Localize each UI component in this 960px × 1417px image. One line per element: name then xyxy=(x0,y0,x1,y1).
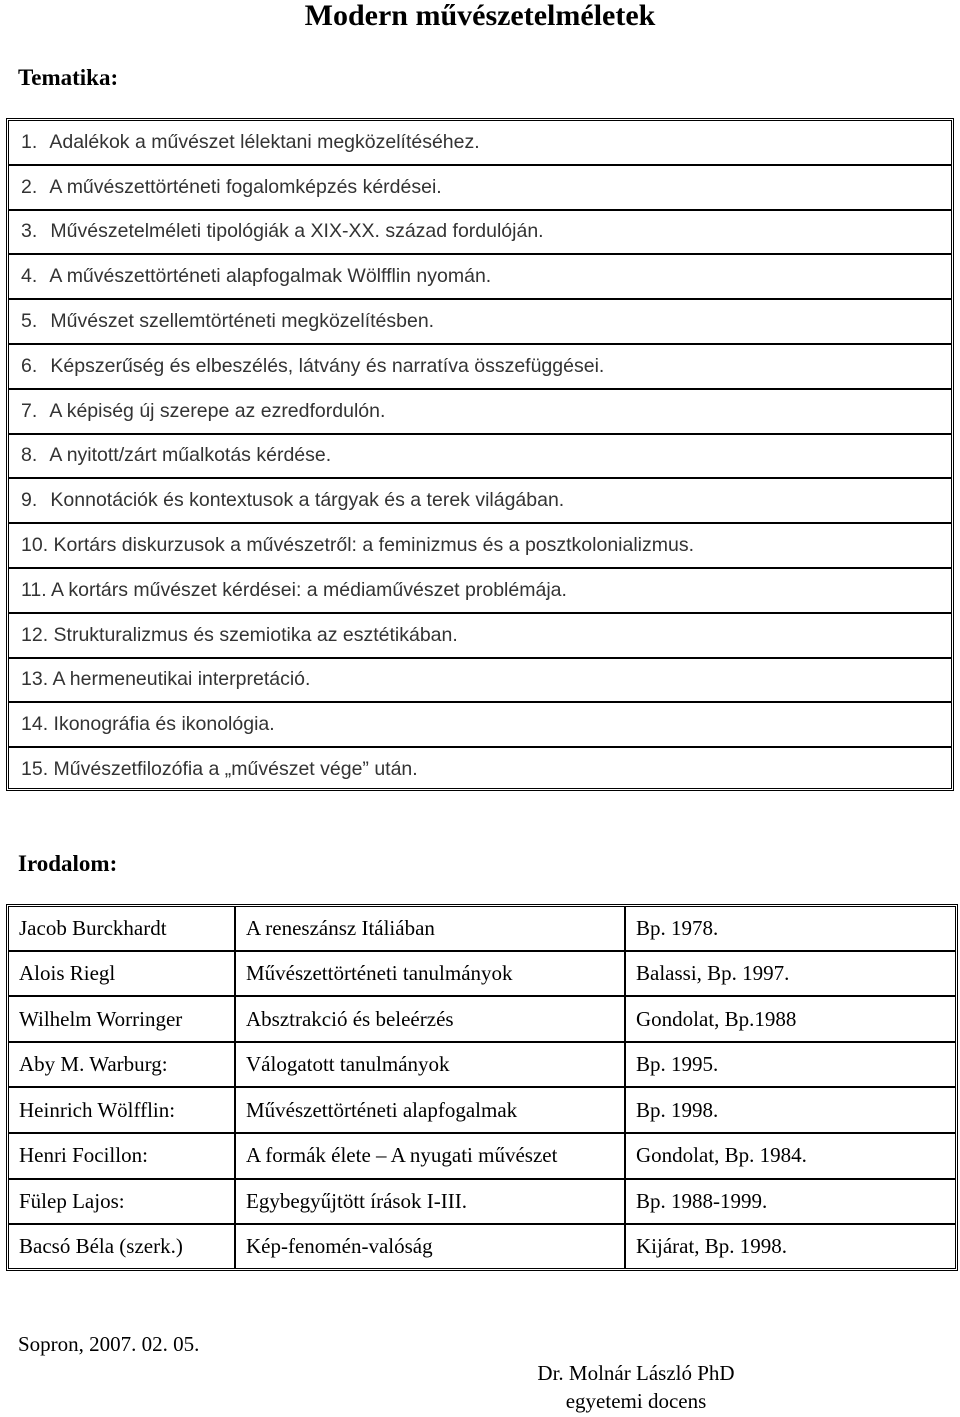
topic-number: 1. xyxy=(21,130,38,153)
topic-row xyxy=(9,389,951,434)
topic-cell xyxy=(9,523,951,568)
topic-number: 8. xyxy=(21,444,38,467)
literature-publisher: Gondolat, Bp. 1984. xyxy=(625,1133,955,1179)
topic-number: 14. xyxy=(21,713,49,736)
topic-text: Képszerűség és elbeszélés, látvány és narratíva összefüggései. xyxy=(50,354,605,377)
topic-text: Adalékok a művészet lélektani megközelítéséhez. xyxy=(49,130,480,153)
literature-author: Alois Riegl xyxy=(9,951,235,997)
topic-cell xyxy=(9,389,951,434)
topic-row xyxy=(9,523,951,568)
topic-row xyxy=(9,568,951,613)
topic-cell xyxy=(9,165,951,210)
literature-publisher: Balassi, Bp. 1997. xyxy=(625,951,955,997)
topic-row xyxy=(9,254,951,299)
topic-number: 6. xyxy=(21,354,38,377)
topic-text: A művészettörténeti alapfogalmak Wölfflin nyomán. xyxy=(49,265,492,288)
literature-row xyxy=(9,1224,955,1268)
topic-row xyxy=(9,121,951,165)
topic-number: 13. xyxy=(21,668,49,691)
literature-publisher: Bp. 1998. xyxy=(625,1087,955,1133)
topic-cell xyxy=(9,478,951,523)
topic-number: 7. xyxy=(21,399,38,422)
topic-text: A képiség új szerepe az ezredfordulón. xyxy=(49,399,386,422)
topic-text: A nyitott/zárt műalkotás kérdése. xyxy=(49,444,332,467)
topics-table xyxy=(6,118,954,791)
literature-title: Válogatott tanulmányok xyxy=(235,1042,625,1088)
tematika-heading: Tematika: xyxy=(18,65,119,90)
literature-title: Absztrakció és beleérzés xyxy=(235,996,625,1042)
literature-title: Egybegyűjtött írások I-III. xyxy=(235,1179,625,1225)
topic-number: 4. xyxy=(21,265,38,288)
topic-row xyxy=(9,658,951,703)
literature-row xyxy=(9,1042,955,1088)
topic-cell xyxy=(9,299,951,344)
topic-cell xyxy=(9,702,951,747)
literature-author: Bacsó Béla (szerk.) xyxy=(9,1224,235,1268)
literature-title: Kép-fenomén-valóság xyxy=(235,1224,625,1268)
topic-number: 11. xyxy=(21,578,47,601)
topic-cell xyxy=(9,568,951,613)
topic-text: Konnotációk és kontextusok a tárgyak és a terek világában. xyxy=(50,489,565,512)
literature-title: Művészettörténeti alapfogalmak xyxy=(235,1087,625,1133)
topic-number: 2. xyxy=(21,175,38,198)
topic-text: Kortárs diskurzusok a művészetről: a feminizmus és a posztkolonializmus. xyxy=(53,534,695,557)
irodalom-heading: Irodalom: xyxy=(18,851,118,876)
literature-author: Wilhelm Worringer xyxy=(9,996,235,1042)
literature-publisher: Kijárat, Bp. 1998. xyxy=(636,1234,788,1259)
topic-text: A kortárs művészet kérdései: a médiaművészet problémája. xyxy=(51,578,567,601)
topic-number: 5. xyxy=(21,310,38,333)
signer-name: Dr. Molnár László PhD xyxy=(537,1361,735,1385)
topic-text: Ikonográfia és ikonológia. xyxy=(53,713,275,736)
literature-title: A reneszánsz Itáliában xyxy=(235,907,625,951)
topic-row xyxy=(9,747,951,791)
literature-author: Heinrich Wölfflin: xyxy=(9,1087,235,1133)
topic-text: Strukturalizmus és szemiotika az esztétikában. xyxy=(53,623,458,646)
signature-block xyxy=(500,1359,772,1415)
topic-row xyxy=(9,613,951,658)
topic-number: 9. xyxy=(21,489,38,512)
topic-text: Művészet szellemtörténeti megközelítésben. xyxy=(50,310,435,333)
literature-row xyxy=(9,951,955,997)
topic-cell xyxy=(9,613,951,658)
topic-text: A művészettörténeti fogalomképzés kérdései. xyxy=(49,175,442,198)
document-title: Modern művészetelméletek xyxy=(304,0,656,32)
topic-text: Művészetelméleti tipológiák a XIX-XX. század fordulóján. xyxy=(50,220,544,243)
topic-row xyxy=(9,344,951,389)
topic-row xyxy=(9,165,951,210)
literature-publisher: Gondolat, Bp.1988 xyxy=(625,996,955,1042)
topic-number: 3. xyxy=(21,220,38,243)
topic-text: A hermeneutikai interpretáció. xyxy=(52,668,311,691)
signer-title: egyetemi docens xyxy=(565,1389,707,1413)
topic-cell xyxy=(9,747,951,791)
literature-row xyxy=(9,1133,955,1179)
literature-row xyxy=(9,996,955,1042)
literature-publisher: Bp. 1988-1999. xyxy=(625,1179,955,1225)
literature-author: Fülep Lajos: xyxy=(9,1179,235,1225)
topic-number: 10. xyxy=(21,534,49,557)
topic-cell xyxy=(9,254,951,299)
literature-author: Aby M. Warburg: xyxy=(9,1042,235,1088)
literature-table xyxy=(6,904,958,1271)
literature-publisher: Bp. 1978. xyxy=(625,907,955,951)
topic-number: 12. xyxy=(21,623,49,646)
topic-row xyxy=(9,210,951,255)
topic-cell xyxy=(9,658,951,703)
topic-text: Művészetfilozófia a „művészet vége” után. xyxy=(53,758,418,781)
literature-title: Művészettörténeti tanulmányok xyxy=(235,951,625,997)
literature-author: Jacob Burckhardt xyxy=(9,907,235,951)
place-date: Sopron, 2007. 02. 05. xyxy=(18,1332,200,1356)
topic-cell xyxy=(9,434,951,479)
literature-author: Henri Focillon: xyxy=(9,1133,235,1179)
literature-row xyxy=(9,1179,955,1225)
literature-row xyxy=(9,1087,955,1133)
topic-row xyxy=(9,478,951,523)
topic-number: 15. xyxy=(21,758,49,781)
literature-row xyxy=(9,907,955,951)
topic-cell xyxy=(9,210,951,255)
topic-cell xyxy=(9,344,951,389)
literature-title: A formák élete – A nyugati művészet xyxy=(235,1133,625,1179)
topic-row xyxy=(9,702,951,747)
literature-publisher: Bp. 1995. xyxy=(625,1042,955,1088)
topic-row xyxy=(9,434,951,479)
topic-cell xyxy=(9,121,951,165)
topic-row xyxy=(9,299,951,344)
